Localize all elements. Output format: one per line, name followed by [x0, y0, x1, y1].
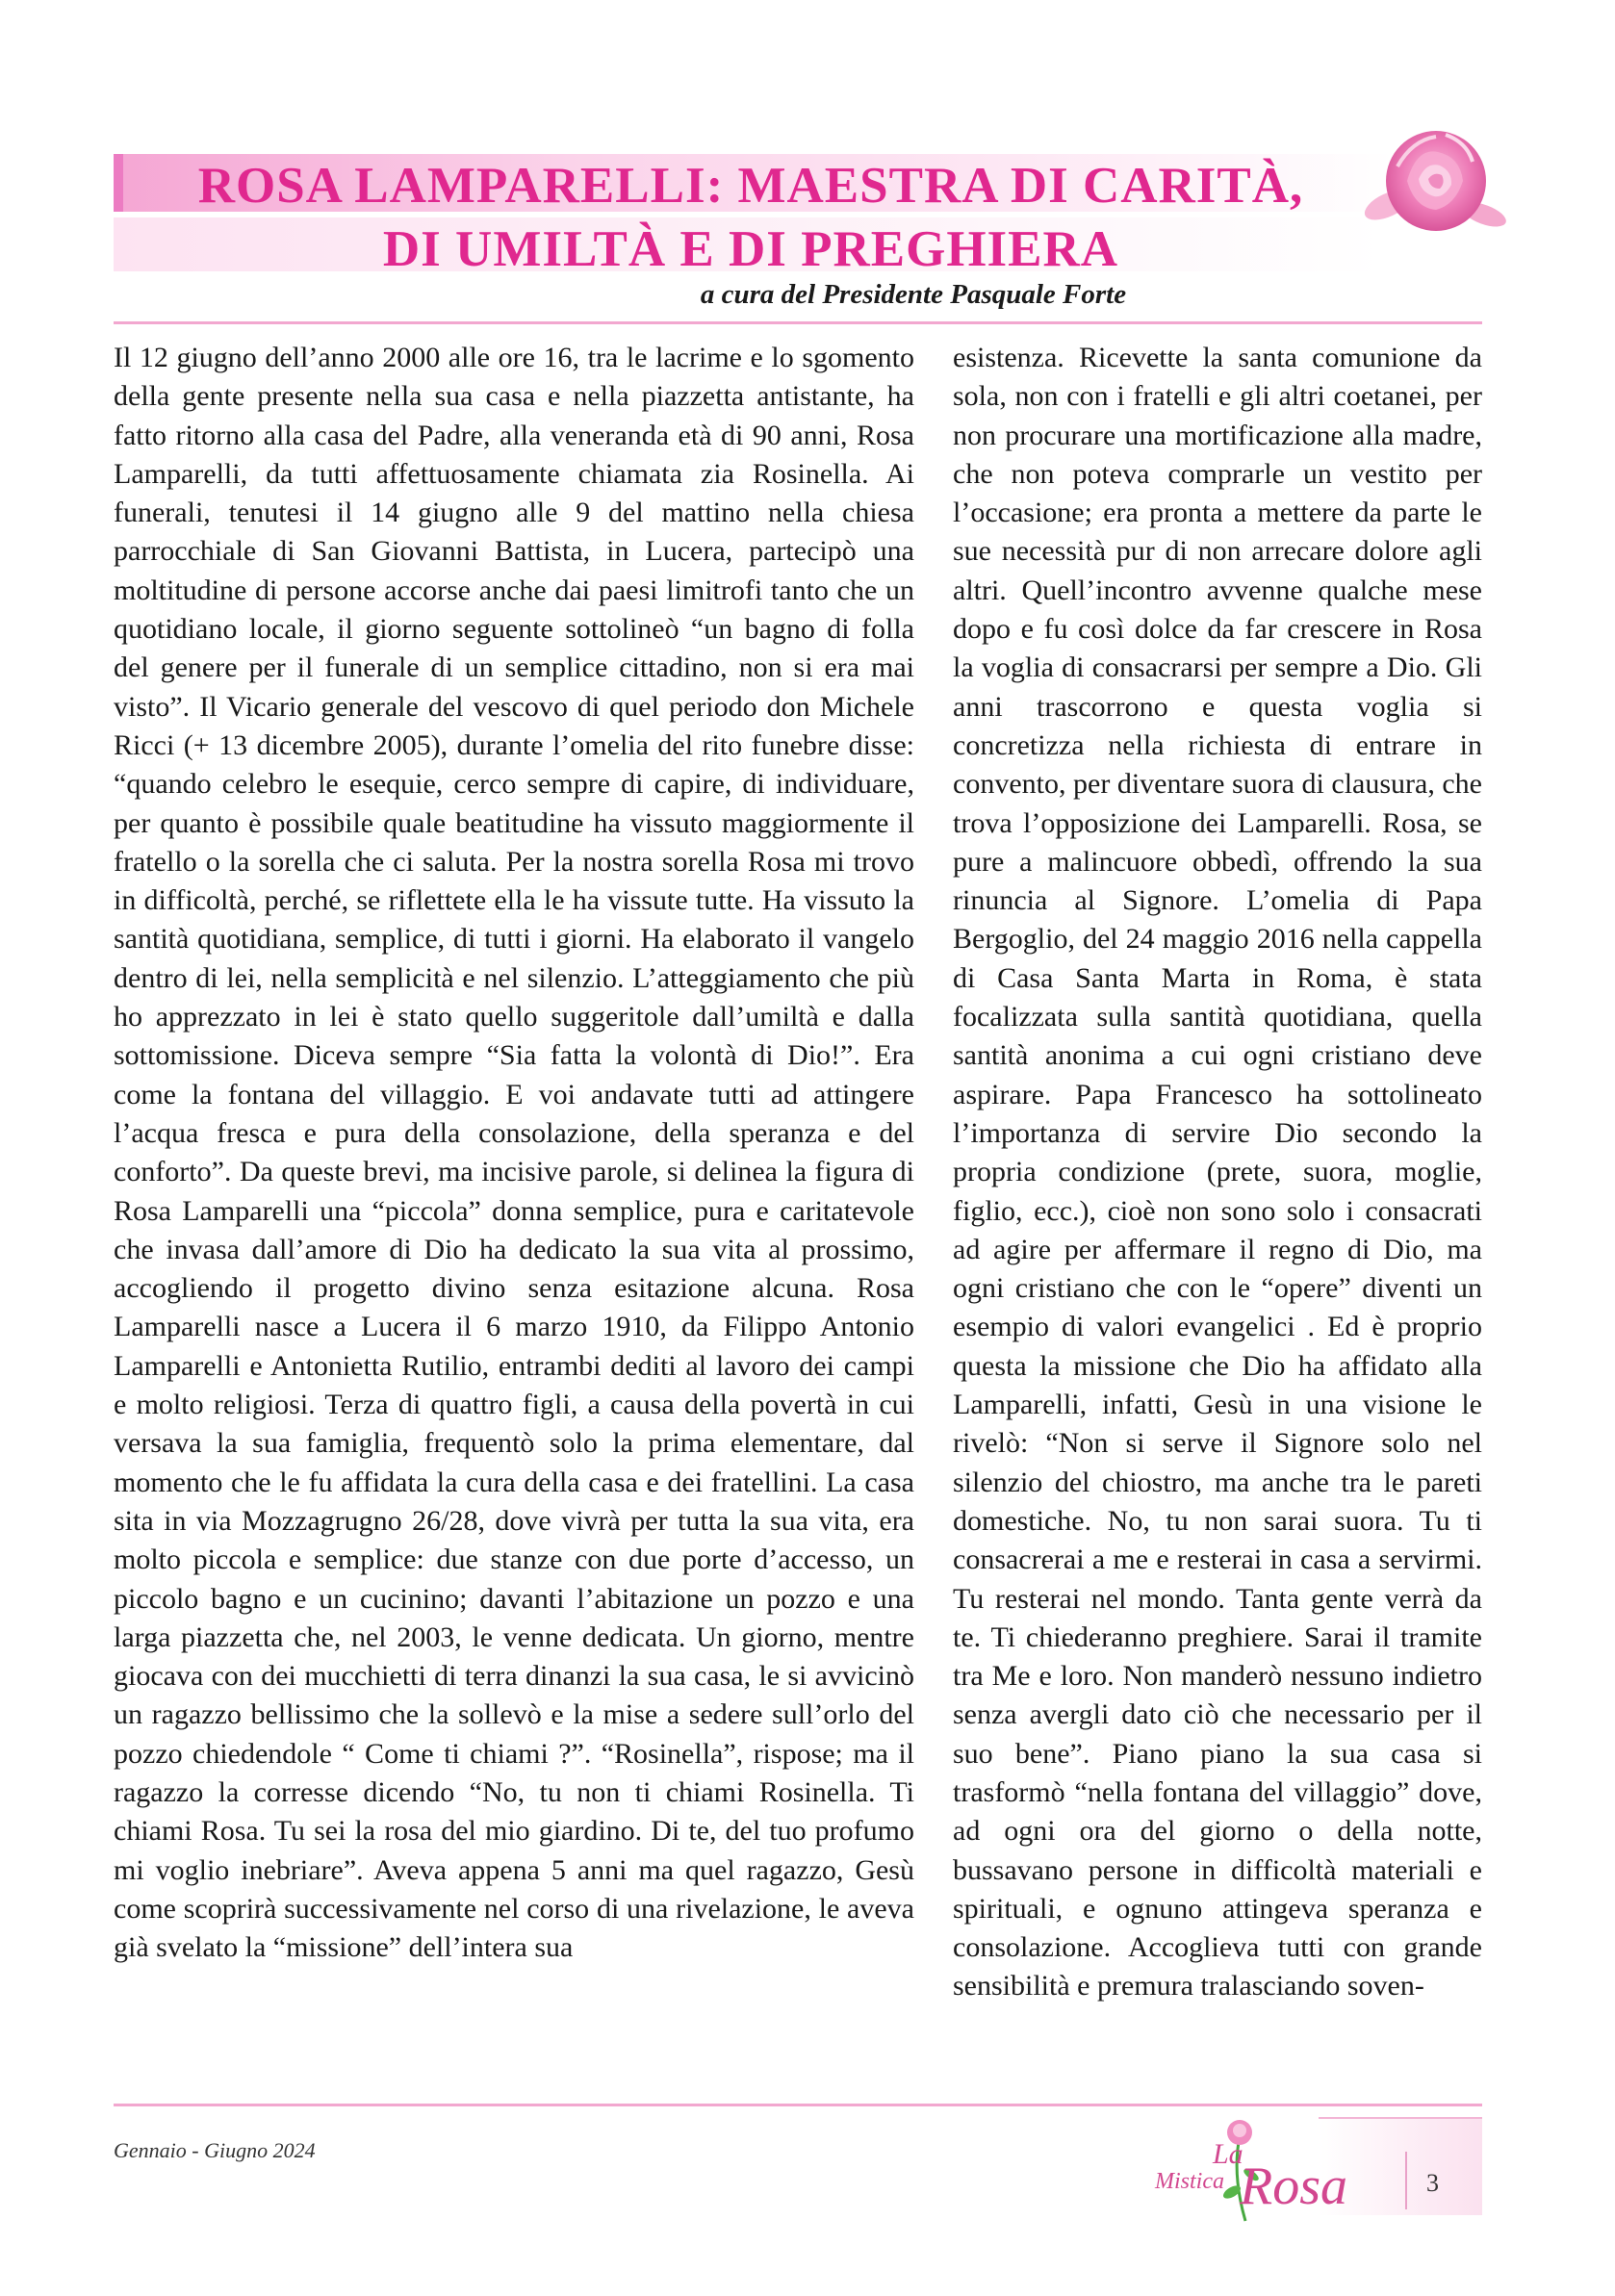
logo-mistica: Mistica — [1155, 2169, 1224, 2194]
rose-icon — [1359, 114, 1513, 248]
article-column-left — [114, 339, 914, 1967]
magazine-logo — [1116, 2107, 1405, 2232]
logo-rosa: Rosa — [1240, 2156, 1347, 2216]
logo-la: La — [1213, 2138, 1243, 2170]
article-title-line-2: DI UMILTÀ E DI PREGHIERA — [382, 221, 1119, 277]
top-divider — [114, 321, 1482, 324]
column-left-text: Il 12 giugno dell’anno 2000 alle ore 16, tra le lacrime e lo sgomento della gente presente nella sua casa e nella piazzetta antistante, ha fatto ritorno alla casa del Padre, alla veneranda età di 90 anni, Rosa Lamparelli, da tutti affettuosamente chiamata zia Rosinella. Ai funerali, tenutesi il 14 giugno alle 9 del mattino nella chiesa parrocchiale di San Giovanni Battista, in Lucera, partecipò una moltitudine di persone accorse anche dai paesi limitrofi tanto che un quotidiano locale, il giorno seguente sottolineò “un bagno di folla del genere per il funerale di un semplice cittadino, non si era mai visto”. Il Vicario generale del vescovo di quel periodo don Michele Ricci (+ 13 dicembre 2005), durante l’omelia del rito funebre disse: “quando celebro le esequie, cerco sempre di capire, di individuare, per quanto è possibile quale beatitudine ha vissuto maggiormente il fratello o la sorella che ci saluta. Per la nostra sorella Rosa mi trovo in difficoltà, perché, se riflettete ella le ha vissute tutte. Ha vissuto la santità quotidiana, semplice, di tutti i giorni. Ha elaborato il vangelo dentro di lei, nella semplicità e nel silenzio. L’atteggiamento che più ho apprezzato in lei è stato quello suggeritole dall’umiltà e dalla sottomissione. Diceva sempre “Sia fatta la volontà di Dio!”. Era come la fontana del villaggio. E voi andavate tutti ad attingere l’acqua fresca e pura della consolazione, della speranza e del conforto”. Da queste brevi, ma incisive parole, si delinea la figura di Rosa Lamparelli una “piccola” donna semplice, pura e caritatevole che invasa dall’amore di Dio ha dedicato la sua vita al prossimo, accogliendo il progetto divino senza esitazione alcuna. Rosa Lamparelli nasce a Lucera il 6 marzo 1910, da Filippo Antonio Lamparelli e Antonietta Rutilio, entrambi dediti al lavoro dei campi e molto religiosi. Terza di quattro figli, a causa della povertà in cui versava la sua famiglia, frequentò solo la prima elementare, dal momento che le fu affidata la cura della casa e dei fratellini. La casa sita in via Mozzagrugno 26/28, dove vivrà per tutta la sua vita, era molto piccola e semplice: due stanze con due porte d’accesso, un piccolo bagno e un cucinino; davanti l’abitazione un pozzo e una larga piazzetta che, nel 2003, le venne dedicata. Un giorno, mentre giocava con dei mucchietti di terra dinanzi la sua casa, le si avvicinò un ragazzo bellissimo che la sollevò e la mise a sedere sull’orlo del pozzo chiedendole “ Come ti chiami ?”. “Rosinella”, rispose; ma il ragazzo la corresse dicendo “No, tu non ti chiami Rosinella. Ti chiami Rosa. Tu sei la rosa del mio giardino. Di te, del tuo profumo mi voglio inebriare”. Aveva appena 5 anni ma quel ragazzo, Gesù come scoprirà successivamente nel corso di una rivelazione, le aveva già svelato la “missione” dell’intera sua — [114, 342, 914, 1964]
issue-date: Gennaio - Giugno 2024 — [114, 2138, 316, 2162]
article-title-line-1: ROSA LAMPARELLI: MAESTRA DI CARITÀ, — [197, 158, 1304, 214]
column-right-text: esistenza. Ricevette la santa comunione da sola, non con i fratelli e gli altri coetanei, per non procurare una mortificazione alla madre, che non poteva comprarle un vestito per l’occasione; era pronta a mettere da parte le sue necessità pur di non arrecare dolore agli altri. Quell’incontro avvenne qualche mese dopo e fu così dolce da far crescere in Rosa la voglia di consacrarsi per sempre a Dio. Gli anni trascorrono e questa voglia si concretizza nella richiesta di entrare in convento, per diventare suora di clausura, che trova l’opposizione dei Lamparelli. Rosa, se pure a malincuore obbedì, offrendo la sua rinuncia al Signore. L’omelia di Papa Bergoglio, del 24 maggio 2016 nella cappella di Casa Santa Marta in Roma, è stata focalizzata sulla santità quotidiana, quella santità anonima a cui ogni cristiano deve aspirare. Papa Francesco ha sottolineato l’importanza di servire Dio secondo la propria condizione (prete, suora, moglie, figlio, ecc.), cioè non sono solo i consacrati ad agire per affermare il regno di Dio, ma ogni cristiano che con le “opere” diventi un esempio di valori evangelici . Ed è proprio questa la missione che Dio ha affidato alla Lamparelli, infatti, Gesù in una visione le rivelò: “Non si serve il Signore solo nel silenzio del chiostro, ma anche tra le pareti domestiche. No, tu non sarai suora. Tu ti consacrerai a me e resterai in casa a servirmi. Tu resterai nel mondo. Tanta gente verrà da te. Ti chiederanno preghiere. Sarai il tramite tra Me e loro. Non manderò nessuno indietro senza avergli dato ciò che necessario per il suo bene”. Piano piano la sua casa si trasformò “nella fontana del villaggio” dove, ad ogni ora del giorno o della notte, bussavano persone in difficoltà materiali e spirituali, e ognuno attingeva speranza e consolazione. Accoglieva tutti con grande sensibilità e premura tralasciando soven- — [953, 342, 1482, 2003]
page-number-divider — [1405, 2152, 1407, 2209]
article-title — [115, 154, 1386, 281]
logo-rose-bud-center — [1233, 2124, 1246, 2137]
bottom-divider — [114, 2104, 1482, 2106]
page-number: 3 — [1426, 2169, 1439, 2197]
article-byline: a cura del Presidente Pasquale Forte — [700, 279, 1127, 310]
article-column-right — [953, 339, 1482, 2006]
